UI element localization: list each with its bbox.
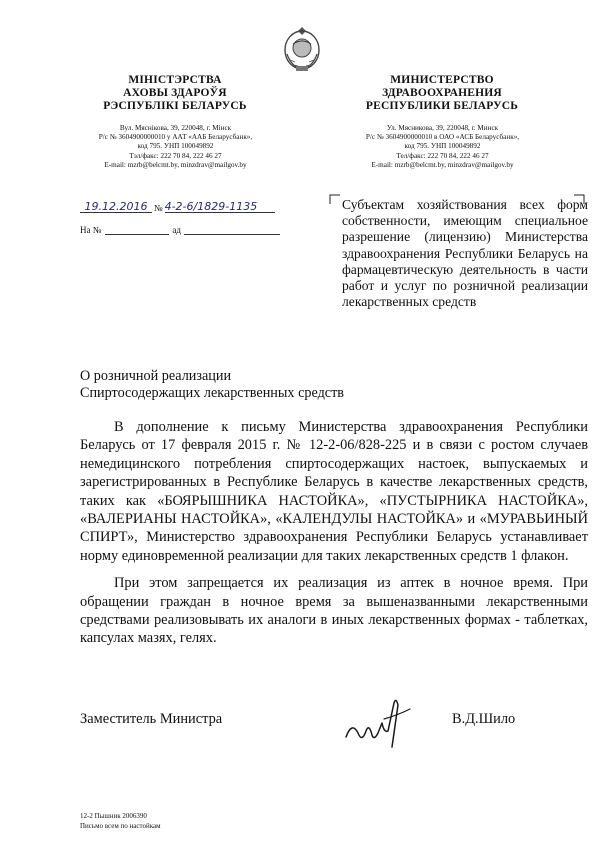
body-paragraph: В дополнение к письму Министерства здравоохранения Республики Беларусь от 17 февраля 2015 г. № 12-2-06/828-225 и в связи с ростом случаев немедицинского потребления спиртосодержащих настоек, выпускаемых и зарегистрированных в Республике Беларусь в качестве лекарственных средств, таких как «БОЯРЫШНИКА НАСТОЙКА», «ПУСТЫРНИКА НАСТОЙКА», «ВАЛЕРИАНЫ НАСТОЙКА», «КАЛЕНДУЛЫ НАСТОЙКА» и «МУРАВЬИНЫЙ СПИРТ», Министерство здравоохранения Республики Беларусь устанавливает норму единовременной реализации для таких лекарственных средств 1 флакон.	[80, 419, 588, 564]
ministry-title-russian	[352, 74, 532, 113]
reference-from-label: ад	[172, 225, 181, 235]
body-paragraph: При этом запрещается их реализация из аптек в ночное время. При обращении граждан в ночное время за вышеназванными лекарственными средствами реализовывать их аналоги в иных лекарственных формах - таблетках, капсулах мазях, гелях.	[80, 575, 588, 647]
address-line: Тэл/факс: 222 70 84, 222 46 27	[129, 151, 222, 160]
address-line: код 795. УНП 100049892	[137, 142, 214, 151]
address-line: Р/с № 3604900000010 в ОАО «АСБ Беларусбанк»,	[365, 133, 520, 142]
addressee-block: Субъектам хозяйствования всех форм собственности, имеющим специальное разрешение (лицензию) Министерства здравоохранения Республики Беларусь на фармацевтическую деятельность в части работ и услуг по розничной реализации лекарственных средств	[342, 197, 588, 310]
address-line: код 795. УНП 100049892	[404, 142, 481, 151]
outgoing-date: 19.12.2016	[80, 200, 152, 213]
ministry-title-belarusian	[90, 74, 260, 113]
letter-body	[80, 418, 588, 657]
title-line: ЗДРАВООХРАНЕНИЯ	[382, 87, 502, 99]
address-line: Ул. Мясникова, 39, 220048, г. Минск	[386, 124, 499, 132]
letter-subject	[80, 368, 380, 402]
address-line: E-mail: mzrb@belcmt.by, minzdrav@mailgov.by	[371, 160, 514, 169]
ministry-address-belarusian	[78, 124, 273, 170]
subject-line: О розничной реализации	[80, 368, 232, 384]
signatory-position: Заместитель Министра	[80, 711, 223, 727]
reference-registration	[80, 222, 280, 235]
executor-note	[80, 812, 161, 831]
state-emblem-icon	[281, 24, 323, 74]
reference-date-blank	[184, 222, 280, 235]
outgoing-number: 4-2-6/1829-1135	[165, 200, 275, 213]
ministry-address-russian	[340, 124, 545, 170]
reference-number-blank	[105, 222, 169, 235]
title-line: РЕСПУБЛИКИ БЕЛАРУСЬ	[365, 100, 519, 112]
address-line: Вул. Мяснікова, 39, 220048, г. Мінск	[119, 124, 232, 132]
outgoing-registration	[80, 200, 275, 213]
address-line: Р/с № 3604900000010 у ААТ «ААБ Беларусбанк»,	[98, 133, 253, 142]
subject-line: Спиртосодержащих лекарственных средств	[80, 385, 344, 401]
signatory-name: В.Д.Шило	[452, 711, 516, 727]
title-line: АХОВЫ ЗДАРОЎЯ	[123, 87, 227, 99]
title-line: РЭСПУБЛІКІ БЕЛАРУСЬ	[103, 100, 247, 112]
address-line: Тел/факс: 222 70 84, 222 46 27	[396, 151, 489, 160]
handwritten-signature-icon	[338, 693, 424, 755]
title-line: МИНИСТЕРСТВО	[390, 74, 494, 86]
title-line: МІНІСТЭРСТВА	[128, 74, 222, 86]
address-line: E-mail: mzrb@belcmt.by, minzdrav@mailgov.by	[104, 160, 247, 169]
reference-label: На №	[80, 225, 102, 235]
number-prefix: №	[154, 203, 163, 213]
footer-line: Письмо всем по настойкам	[80, 821, 161, 830]
footer-line: 12-2 Пышник 2006390	[80, 812, 147, 820]
